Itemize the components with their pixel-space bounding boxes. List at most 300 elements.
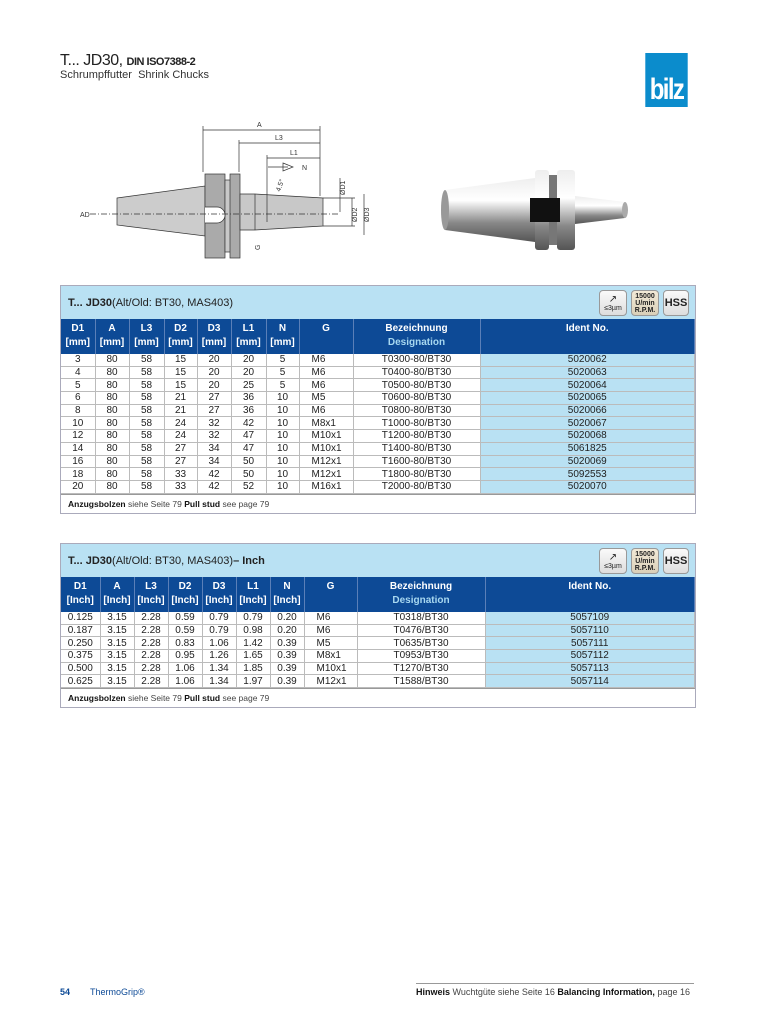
cell-ident-no: 5061825 [480,442,695,455]
table-row [61,417,695,430]
metric-table [61,319,695,494]
dim-d2-label: ØD2 [352,207,359,222]
cell-bezeichnung: T0500-80/BT30 [353,379,480,392]
column-name: D2 [178,581,192,592]
column-header [236,577,270,612]
product-photo [440,160,640,260]
cell-ident-no: 5092553 [480,468,695,481]
cell-n: 5 [266,379,299,392]
column-header [304,577,357,612]
cell-d1: 0.625 [61,675,100,688]
column-unit: [Inch] [239,595,267,606]
column-name: Bezeichnung [385,323,448,334]
brand-name: ThermoGrip® [90,987,145,997]
cell-ident-no: 5020062 [480,354,695,366]
table-metric-title [61,286,695,319]
hss-badge [663,548,689,574]
column-name: D1 [71,323,85,334]
column-header [134,577,168,612]
cell-l3: 58 [129,468,164,481]
cell-d3: 1.34 [202,675,236,688]
cell-g: M5 [304,637,357,650]
column-name: Ident No. [568,581,612,592]
cell-d2: 27 [164,442,197,455]
table-row [61,650,695,663]
cell-ident-no: 5057114 [485,675,695,688]
cell-d3: 34 [197,455,231,468]
cell-a: 80 [95,455,129,468]
footer-en: see page 79 [220,693,270,704]
column-header [299,319,353,354]
cell-d2: 1.06 [168,675,202,688]
title-bold: T... JD30 [68,554,113,567]
cell-d3: 32 [197,430,231,443]
table-row [61,379,695,392]
cell-d3: 0.79 [202,624,236,637]
column-unit: [Inch] [66,595,94,606]
cell-l3: 2.28 [134,637,168,650]
dim-angle-label: 4.5° [275,178,287,193]
cell-g: M12x1 [299,468,353,481]
column-name: Ident No. [565,323,609,334]
cell-n: 0.39 [270,650,304,663]
cell-n: 10 [266,455,299,468]
cell-d3: 42 [197,480,231,493]
cell-ident-no: 5057109 [485,612,695,624]
footer-de: siehe Seite 79 [125,693,185,704]
column-unit: [Inch] [137,595,165,606]
footer-de: siehe Seite 79 [125,498,185,509]
cell-a: 80 [95,354,129,366]
table-row [61,430,695,443]
dim-a-label: A [257,122,262,129]
table-metric-footer [61,494,695,513]
cell-a: 3.15 [100,612,134,624]
cell-l3: 58 [129,354,164,366]
column-name: D1 [73,581,87,592]
cell-d2: 1.06 [168,662,202,675]
cell-d3: 34 [197,442,231,455]
cell-d1: 3 [61,354,95,366]
inch-table [61,577,695,688]
technical-drawing [80,110,380,260]
cell-n: 0.39 [270,675,304,688]
cell-d3: 0.79 [202,612,236,624]
cell-d1: 0.125 [61,612,100,624]
cell-g: M16x1 [299,480,353,493]
column-unit: Designation [392,595,450,606]
cell-ident-no: 5020068 [480,430,695,443]
column-header [164,319,197,354]
cell-l3: 58 [129,455,164,468]
column-header [95,319,129,354]
cell-a: 3.15 [100,624,134,637]
table-inch [60,543,696,708]
rpm-unit: U/min [635,299,655,307]
cell-l3: 2.28 [134,650,168,663]
column-header [270,577,304,612]
cell-a: 3.15 [100,675,134,688]
cell-ident-no: 5020066 [480,404,695,417]
column-name: L1 [242,323,255,334]
cell-bezeichnung: T0318/BT30 [357,612,485,624]
cell-l3: 58 [129,404,164,417]
column-unit: [Inch] [171,595,199,606]
cell-n: 10 [266,430,299,443]
cell-g: M5 [299,392,353,405]
dim-d1-label: ØD1 [340,180,347,195]
rpm-unit-en: R.P.M. [634,564,656,572]
cell-l1: 42 [231,417,266,430]
cell-a: 80 [95,430,129,443]
cell-l1: 20 [231,366,266,379]
cell-g: M6 [299,366,353,379]
cell-d1: 18 [61,468,95,481]
table-row [61,675,695,688]
cell-d2: 15 [164,379,197,392]
column-name: A [113,581,121,592]
note-de: Wuchtgüte siehe Seite 16 [450,987,558,997]
cell-l3: 58 [129,430,164,443]
page-subtitle [60,69,209,81]
column-unit: [mm] [236,337,261,348]
table-row [61,392,695,405]
column-unit: [mm] [134,337,159,348]
cell-l3: 58 [129,379,164,392]
cell-d2: 21 [164,392,197,405]
cell-bezeichnung: T0635/BT30 [357,637,485,650]
cell-g: M10x1 [299,442,353,455]
table-inch-title [61,544,695,577]
balancing-note [416,983,694,997]
cell-bezeichnung: T1200-80/BT30 [353,430,480,443]
cell-g: M8x1 [299,417,353,430]
column-header [61,319,95,354]
cell-d1: 16 [61,455,95,468]
cell-l1: 50 [231,455,266,468]
title-rest: (Alt/Old: BT30, MAS403) [112,296,234,309]
column-header [357,577,485,612]
cell-ident-no: 5020065 [480,392,695,405]
column-unit: [Inch] [273,595,301,606]
cell-l3: 2.28 [134,675,168,688]
footer-de-bold: Anzugsbolzen [68,693,126,704]
rpm-unit: U/min [635,557,655,565]
runout-badge [599,290,627,316]
cell-g: M12x1 [304,675,357,688]
cell-l1: 0.79 [236,612,270,624]
standard-text: DIN ISO7388-2 [126,56,196,68]
dim-d3-label: ØD3 [364,207,371,222]
column-name: D2 [174,323,187,334]
cell-bezeichnung: T0800-80/BT30 [353,404,480,417]
column-unit: [mm] [168,337,193,348]
column-unit: [mm] [201,337,227,348]
cell-ident-no: 5057110 [485,624,695,637]
cell-d1: 6 [61,392,95,405]
cell-d2: 0.95 [168,650,202,663]
column-name: Bezeichnung [389,581,453,592]
footer-en-bold: Pull stud [184,498,221,509]
cell-n: 10 [266,392,299,405]
cell-a: 3.15 [100,637,134,650]
column-header [353,319,480,354]
cell-d3: 27 [197,392,231,405]
cell-bezeichnung: T1600-80/BT30 [353,455,480,468]
cell-d2: 0.83 [168,637,202,650]
column-header [100,577,134,612]
cell-d2: 21 [164,404,197,417]
cell-ident-no: 5057113 [485,662,695,675]
table-row [61,662,695,675]
cell-n: 0.39 [270,637,304,650]
page-number: 54 [60,987,71,997]
cell-g: M6 [304,624,357,637]
cell-d2: 33 [164,468,197,481]
cell-a: 3.15 [100,662,134,675]
cell-l3: 58 [129,480,164,493]
title-bold: T... JD30 [68,296,113,309]
cell-l1: 47 [231,442,266,455]
table-row [61,354,695,366]
cell-ident-no: 5020069 [480,455,695,468]
cell-l1: 25 [231,379,266,392]
runout-text: ≤3µm [604,304,622,312]
column-header [231,319,266,354]
runout-text: ≤3µm [604,562,622,570]
cell-n: 10 [266,468,299,481]
dim-l3-label: L3 [275,135,283,142]
note-en-bold: Balancing Information, [557,987,655,997]
cell-a: 80 [95,366,129,379]
cell-l1: 1.85 [236,662,270,675]
cell-l3: 2.28 [134,612,168,624]
cell-n: 0.20 [270,612,304,624]
cell-a: 80 [95,404,129,417]
cell-d3: 20 [197,354,231,366]
cell-d3: 32 [197,417,231,430]
table-metric [60,285,696,514]
cell-bezeichnung: T1400-80/BT30 [353,442,480,455]
dim-l1-label: L1 [290,150,298,157]
table-row [61,637,695,650]
column-name: N [278,323,287,334]
cell-n: 5 [266,366,299,379]
cell-l1: 36 [231,392,266,405]
cell-g: M6 [299,404,353,417]
hss-badge [663,290,689,316]
cell-bezeichnung: T0400-80/BT30 [353,366,480,379]
cell-d1: 0.250 [61,637,100,650]
column-name: L3 [145,581,157,592]
cell-d3: 20 [197,379,231,392]
cell-d2: 24 [164,430,197,443]
cell-g: M12x1 [299,455,353,468]
cell-bezeichnung: T0300-80/BT30 [353,354,480,366]
title-text: T... JD30, [60,52,123,69]
cell-n: 10 [266,442,299,455]
cell-l1: 0.98 [236,624,270,637]
cell-l3: 2.28 [134,662,168,675]
cell-d2: 33 [164,480,197,493]
cell-n: 0.20 [270,624,304,637]
column-name: N [283,581,291,592]
cell-d2: 15 [164,366,197,379]
column-header [480,319,695,354]
cell-ident-no: 5020064 [480,379,695,392]
cell-bezeichnung: T0600-80/BT30 [353,392,480,405]
cell-g: M10x1 [304,662,357,675]
cell-l3: 58 [129,417,164,430]
table-inch-footer [61,688,695,707]
column-unit: [mm] [65,337,90,348]
cell-d3: 20 [197,366,231,379]
cell-d1: 10 [61,417,95,430]
cell-d1: 0.187 [61,624,100,637]
cell-g: M10x1 [299,430,353,443]
arrow-icon: ↗ [608,293,618,305]
hss-text: HSS [664,554,688,567]
column-unit: [mm] [270,337,295,348]
hss-text: HSS [664,296,688,309]
table-row [61,468,695,481]
cell-d1: 5 [61,379,95,392]
cell-bezeichnung: T1588/BT30 [357,675,485,688]
cell-l3: 58 [129,392,164,405]
cell-g: M6 [299,354,353,366]
column-unit: Designation [387,337,446,348]
cell-l3: 58 [129,442,164,455]
rpm-badge [631,290,659,316]
footer-en: see page 79 [220,498,270,509]
rpm-unit-en: R.P.M. [634,306,656,314]
table-row [61,455,695,468]
table-row [61,404,695,417]
rpm-badge [631,548,659,574]
cell-d2: 27 [164,455,197,468]
cell-bezeichnung: T0953/BT30 [357,650,485,663]
footer-de-bold: Anzugsbolzen [68,498,126,509]
column-name: A [108,323,116,334]
column-name: G [326,581,335,592]
cell-d1: 4 [61,366,95,379]
cell-bezeichnung: T2000-80/BT30 [353,480,480,493]
cell-ident-no: 5020067 [480,417,695,430]
column-header [202,577,236,612]
column-unit: [Inch] [103,595,131,606]
cell-l3: 58 [129,366,164,379]
cell-d2: 0.59 [168,624,202,637]
rpm-value: 15000 [635,292,655,300]
column-header [197,319,231,354]
cell-bezeichnung: T1800-80/BT30 [353,468,480,481]
logo-text: bilz [649,73,684,106]
cell-a: 80 [95,379,129,392]
cell-d3: 1.06 [202,637,236,650]
cell-l1: 36 [231,404,266,417]
cell-g: M8x1 [304,650,357,663]
cell-n: 10 [266,417,299,430]
cell-l1: 52 [231,480,266,493]
subtitle-de: Schrumpffutter [60,69,132,81]
cell-d1: 12 [61,430,95,443]
cell-a: 3.15 [100,650,134,663]
column-name: L3 [140,323,153,334]
dim-n-label: N [302,165,308,172]
cell-d2: 15 [164,354,197,366]
rpm-value: 15000 [635,550,655,558]
table-row [61,366,695,379]
cell-g: M6 [304,612,357,624]
cell-d3: 1.26 [202,650,236,663]
cell-l1: 1.42 [236,637,270,650]
cell-d1: 0.375 [61,650,100,663]
table-row [61,480,695,493]
note-en: page 16 [654,987,690,997]
column-header [129,319,164,354]
column-unit: [Inch] [205,595,233,606]
dim-g-label: G [255,244,262,250]
cell-a: 80 [95,442,129,455]
cell-d3: 27 [197,404,231,417]
cell-n: 0.39 [270,662,304,675]
cell-a: 80 [95,392,129,405]
cell-ident-no: 5057111 [485,637,695,650]
cell-l1: 50 [231,468,266,481]
column-unit: [mm] [99,337,125,348]
arrow-icon: ↗ [608,551,618,563]
column-name: G [322,323,330,334]
bilz-logo [645,53,687,107]
subtitle-en: Shrink Chucks [138,69,209,81]
page-title [60,52,195,70]
cell-d1: 20 [61,480,95,493]
column-header [61,577,100,612]
cell-d1: 14 [61,442,95,455]
cell-a: 80 [95,468,129,481]
column-header [485,577,695,612]
runout-badge [599,548,627,574]
cell-a: 80 [95,480,129,493]
cell-ident-no: 5020070 [480,480,695,493]
cell-bezeichnung: T0476/BT30 [357,624,485,637]
table-row [61,442,695,455]
cell-g: M6 [299,379,353,392]
cell-d3: 42 [197,468,231,481]
dim-ad-label: AD [80,212,90,219]
column-header [266,319,299,354]
column-header [168,577,202,612]
cell-bezeichnung: T1270/BT30 [357,662,485,675]
cell-d1: 0.500 [61,662,100,675]
cell-ident-no: 5057112 [485,650,695,663]
cell-l1: 47 [231,430,266,443]
cell-a: 80 [95,417,129,430]
cell-d2: 0.59 [168,612,202,624]
cell-d2: 24 [164,417,197,430]
title-suffix: – Inch [233,554,265,567]
cell-n: 10 [266,404,299,417]
table-row [61,612,695,624]
cell-bezeichnung: T1000-80/BT30 [353,417,480,430]
cell-ident-no: 5020063 [480,366,695,379]
cell-d1: 8 [61,404,95,417]
cell-l1: 20 [231,354,266,366]
column-name: L1 [247,581,259,592]
column-name: D3 [212,581,226,592]
column-name: D3 [207,323,221,334]
cell-l3: 2.28 [134,624,168,637]
